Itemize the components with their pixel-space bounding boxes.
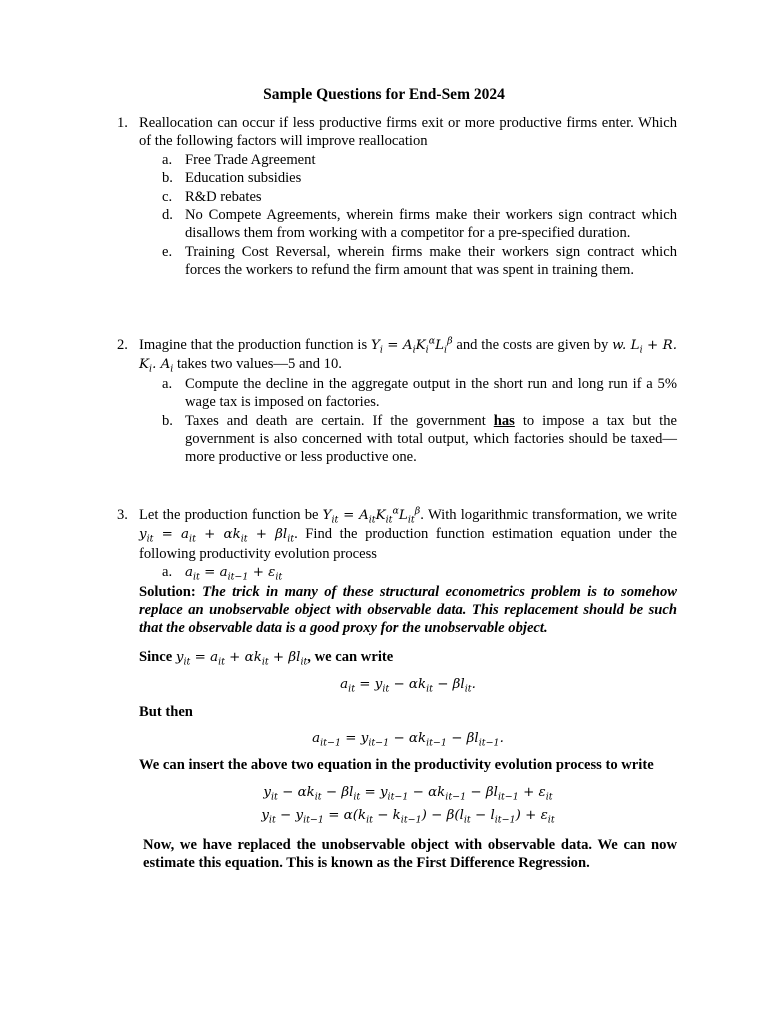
equation-1: $a_{it} = y_{it} - \alpha k_{it} - \beta l_{it}$. xyxy=(340,677,476,695)
option-item: a. Compute the decline in the aggregate output in the short run and long run if a 5% wage tax is imposed on factories. xyxy=(162,375,677,411)
equation-3: $y_{it} - \alpha k_{it} - \beta l_{it} = y_{it-1} - \alpha k_{it-1} - \beta l_{it-1} + \varepsilon_{it}$ xyxy=(263,784,553,803)
but-then-line: But then xyxy=(139,703,193,720)
equation-4: $y_{it} - y_{it-1} = \alpha(k_{it} - k_{it-1}) - \beta(l_{it} - l_{it-1}) + \varepsilon_{it}$ xyxy=(261,808,555,826)
question-text: Let the production function be $Y_{it} = A_{it}K_{it}^\alpha L_{it}^\beta$. With logarithmic transformation, we write $y_{it} = a_{it} + \alpha k_{it} + \beta l_{it}$. Find the production function estimation equation under the following productivity evolution process xyxy=(139,505,678,562)
since-line: Since $y_{it} = a_{it} + \alpha k_{it} + \beta l_{it}$, we can write xyxy=(139,648,394,668)
solution-label: Solution: xyxy=(139,583,196,600)
option-list xyxy=(139,563,677,582)
option-list xyxy=(139,375,677,467)
equation-2: $a_{it-1} = y_{it-1} - \alpha k_{it-1} - \beta l_{it-1}$. xyxy=(312,731,504,749)
option-item: a. $a_{it} = a_{it-1} + \varepsilon_{it}$ xyxy=(162,564,283,583)
option-item: e. Training Cost Reversal, wherein firms make their workers sign contract which forces the workers to refund the firm amount that was spent in training them. xyxy=(162,243,677,279)
question-text: Imagine that the production function is $Y_i = A_iK_i^\alpha L_i^\beta$ and the costs are given by w. $L_i + R$. $K_i$. $A_i$ takes two values—5 and 10. xyxy=(139,335,678,376)
option-item: b. Education subsidies xyxy=(162,170,302,187)
question-text: Reallocation can occur if less productive firms exit or more productive firms enter. Which of the following factors will improve reallocation xyxy=(139,115,677,150)
question-2 xyxy=(117,336,677,467)
question-number: 2. xyxy=(117,337,128,353)
option-item: b. Taxes and death are certain. If the government has to impose a tax but the government is also concerned with total output, which factories should be taxed—more productive or less productive one. xyxy=(162,412,677,466)
question-number: 3. xyxy=(117,507,128,523)
solution-block xyxy=(139,583,677,638)
option-list xyxy=(139,151,677,280)
question-1 xyxy=(117,114,677,280)
solution-text: The trick in many of these structural econometrics problem is to somehow replace an unobservable object with observable data. This replacement should be such that the observable data is a good proxy for the unobservable object. xyxy=(139,583,677,637)
option-item: a. Free Trade Agreement xyxy=(162,151,316,168)
option-item: d. No Compete Agreements, wherein firms make their workers sign contract which disallows them from working with a competitor for a pre-specified duration. xyxy=(162,207,677,242)
conclusion-text: Now, we have replaced the unobservable object with observable data. We can now estimate this equation. This is known as the First Difference Regression. xyxy=(143,836,677,872)
insert-line: We can insert the above two equation in the productivity evolution process to write xyxy=(139,757,654,774)
page-title: Sample Questions for End-Sem 2024 xyxy=(263,86,505,103)
option-item: c. R&D rebates xyxy=(162,188,262,205)
question-3 xyxy=(117,506,677,873)
emphasis-has: has xyxy=(493,412,515,429)
question-number: 1. xyxy=(117,115,128,131)
